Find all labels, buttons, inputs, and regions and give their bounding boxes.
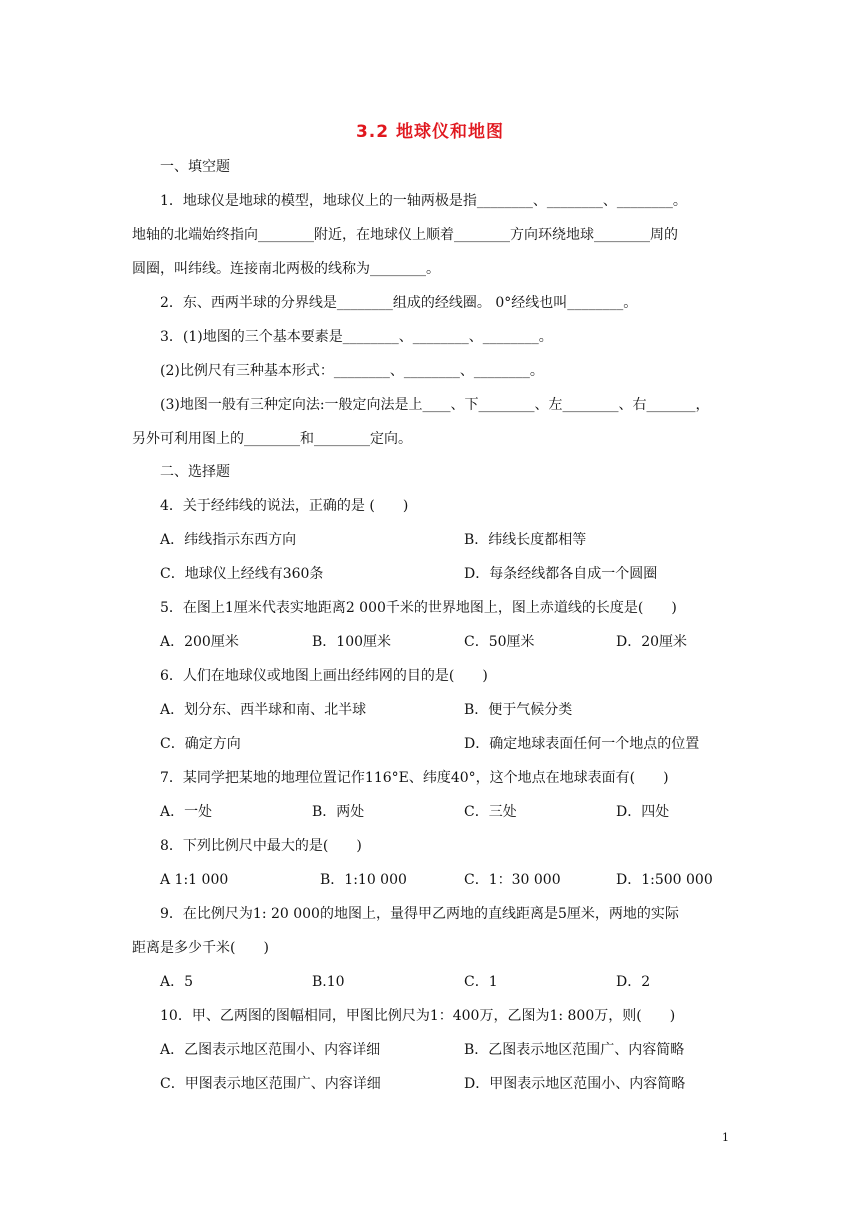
question-6-option-a: A．划分东、西半球和南、北半球 [160, 702, 367, 718]
question-9-option-a: A．5 [160, 974, 194, 990]
question-4-option-c: C．地球仪上经线有360条 [160, 566, 324, 582]
question-1-line-3: 圆圈，叫纬线。连接南北两极的线称为________。 [132, 261, 440, 277]
question-3-part-3-line-1: (3)地图一般有三种定向法:一般定向法是上____、下________、左________、右_______， [160, 397, 710, 413]
question-7: 7．某同学把某地的地理位置记作116°E、纬度40°，这个地点在地球表面有( ) [160, 770, 669, 786]
question-5: 5．在图上1厘米代表实地距离2 000千米的世界地图上，图上赤道线的长度是( ) [160, 600, 677, 616]
question-5-option-c: C．50厘米 [464, 634, 535, 650]
question-7-option-c: C．三处 [464, 804, 517, 820]
question-3-part-3-line-2: 另外可利用图上的________和________定向。 [132, 431, 412, 447]
question-6-option-c: C．确定方向 [160, 736, 241, 752]
question-5-option-a: A．200厘米 [160, 634, 239, 650]
question-10-option-d: D．甲图表示地区范围小、内容简略 [464, 1076, 686, 1092]
question-9-option-b: B.10 [312, 974, 345, 990]
page-number: 1 [722, 1131, 729, 1144]
question-9-option-d: D．2 [616, 974, 651, 990]
question-3-part-1: 3．(1)地图的三个基本要素是________、________、________。 [160, 329, 553, 345]
question-8-option-d: D．1:500 000 [616, 872, 713, 888]
question-7-option-b: B．两处 [312, 804, 365, 820]
page-title: 3.2 地球仪和地图 [355, 122, 505, 142]
question-8: 8．下列比例尺中最大的是( ) [160, 838, 362, 854]
question-9-line-1: 9．在比例尺为1: 20 000的地图上，量得甲乙两地的直线距离是5厘米，两地的实际 [160, 906, 679, 922]
question-7-option-d: D．四处 [616, 804, 670, 820]
question-4-option-d: D．每条经线都各自成一个圆圈 [464, 566, 658, 582]
question-7-option-a: A．一处 [160, 804, 213, 820]
question-8-option-c: C．1：30 000 [464, 872, 561, 888]
question-4: 4．关于经纬线的说法，正确的是 ( ) [160, 498, 409, 514]
question-5-option-b: B．100厘米 [312, 634, 392, 650]
question-10: 10．甲、乙两图的图幅相同，甲图比例尺为1：400万，乙图为1: 800万，则( ) [160, 1008, 676, 1024]
section-heading-fill: 一、填空题 [160, 159, 230, 175]
question-4-option-b: B．纬线长度都相等 [464, 532, 587, 548]
section-heading-choice: 二、选择题 [160, 464, 230, 480]
question-5-option-d: D．20厘米 [616, 634, 688, 650]
question-8-option-a: A 1:1 000 [160, 872, 229, 888]
question-6-option-b: B．便于气候分类 [464, 702, 573, 718]
question-9-option-c: C．1 [464, 974, 498, 990]
question-6: 6．人们在地球仪或地图上画出经纬网的目的是( ) [160, 668, 488, 684]
question-4-option-a: A．纬线指示东西方向 [160, 532, 297, 548]
question-10-option-c: C．甲图表示地区范围广、内容详细 [160, 1076, 381, 1092]
question-1-line-1: 1．地球仪是地球的模型，地球仪上的一轴两极是指________、________、________。 [160, 193, 687, 209]
question-10-option-a: A．乙图表示地区范围小、内容详细 [160, 1042, 381, 1058]
question-2: 2．东、西两半球的分界线是________组成的经线圈。 0°经线也叫________。 [160, 295, 638, 311]
question-1-line-2: 地轴的北端始终指向________附近，在地球仪上顺着________方向环绕地球________周的 [132, 227, 678, 243]
question-6-option-d: D．确定地球表面任何一个地点的位置 [464, 736, 700, 752]
question-3-part-2: (2)比例尺有三种基本形式：________、________、________。 [160, 363, 544, 379]
question-8-option-b: B．1:10 000 [320, 872, 407, 888]
question-10-option-b: B．乙图表示地区范围广、内容简略 [464, 1042, 685, 1058]
question-9-line-2: 距离是多少千米( ) [132, 940, 269, 956]
